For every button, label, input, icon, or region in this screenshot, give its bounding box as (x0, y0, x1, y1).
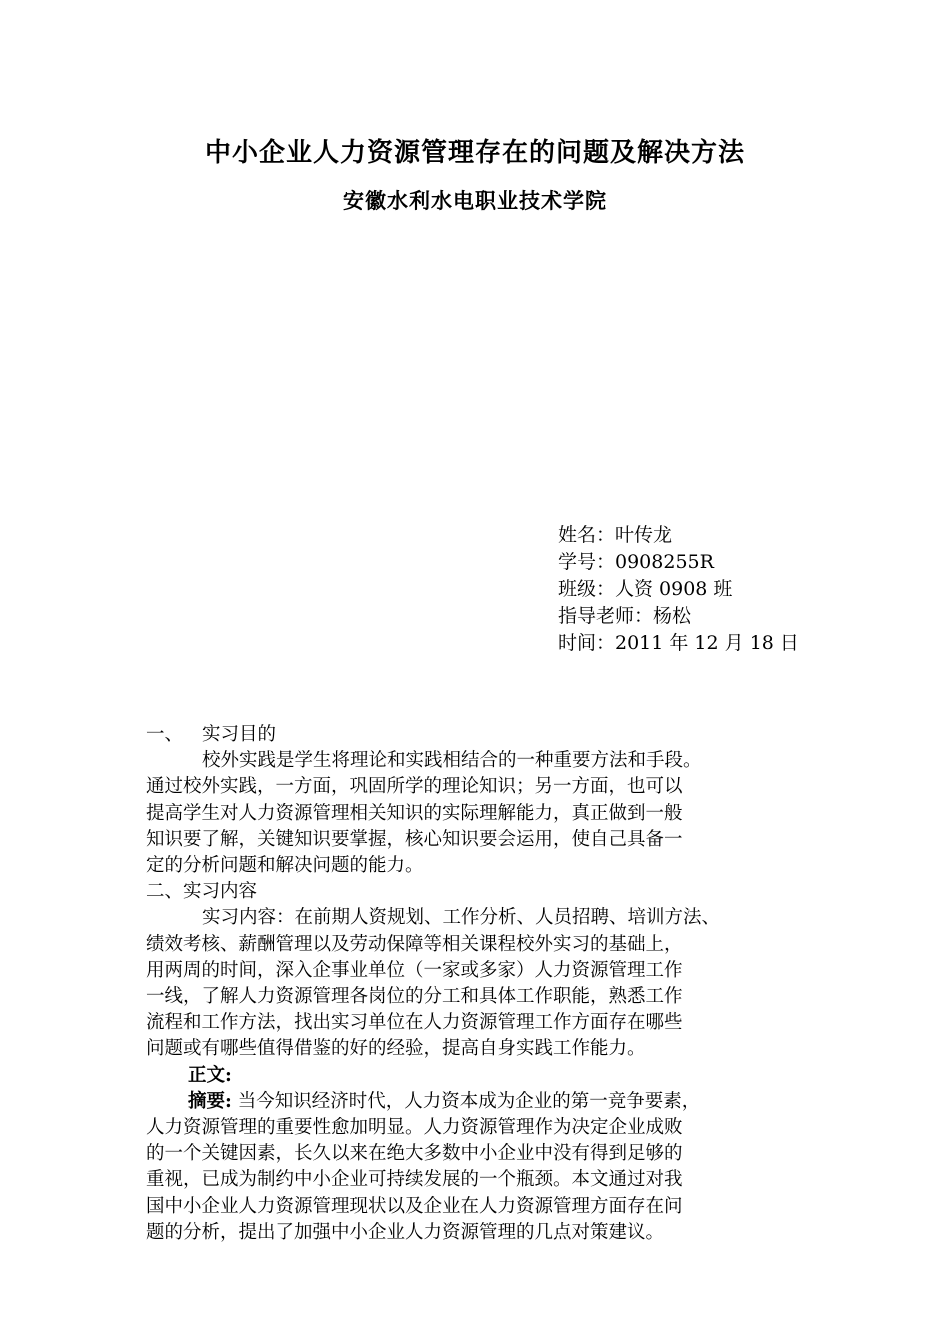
abstract-line: 重视，已成为制约中小企业可持续发展的一个瓶颈。本文通过对我 (146, 1169, 683, 1191)
abstract-first-line (146, 1089, 826, 1115)
paragraph-line: 通过校外实践，一方面，巩固所学的理论知识；另一方面，也可以 (146, 776, 683, 798)
section-heading-2: 二、实习内容 (146, 881, 258, 903)
abstract-line: 当今知识经济时代，人力资本成为企业的第一竞争要素， (237, 1090, 701, 1112)
abstract-line: 国中小企业人力资源管理现状以及企业在人力资源管理方面存在问 (146, 1195, 683, 1217)
section-heading-1 (146, 722, 826, 748)
paragraph-line: 实习内容：在前期人资规划、工作分析、人员招聘、培训方法、 (202, 907, 721, 929)
paragraph-line: 提高学生对人力资源管理相关知识的实际理解能力，真正做到一般 (146, 802, 683, 824)
paragraph-line: 一线，了解人力资源管理各岗位的分工和具体工作职能，熟悉工作 (146, 986, 683, 1008)
document-subtitle: 安徽水利水电职业技术学院 (343, 189, 607, 213)
paragraph-line: 绩效考核、薪酬管理以及劳动保障等相关课程校外实习的基础上， (146, 933, 683, 955)
abstract-line: 的一个关键因素，长久以来在绝大多数中小企业中没有得到足够的 (146, 1143, 683, 1165)
document-title: 中小企业人力资源管理存在的问题及解决方法 (204, 138, 745, 168)
author-name: 姓名：叶传龙 (558, 524, 673, 546)
paragraph-line: 用两周的时间，深入企事业单位（一家或多家）人力资源管理工作 (146, 959, 683, 981)
abstract-line: 题的分析，提出了加强中小企业人力资源管理的几点对策建议。 (146, 1221, 665, 1243)
author-info-block (558, 522, 799, 657)
section-number-1: 一、 (146, 724, 184, 745)
document-body (146, 722, 826, 1246)
report-date: 时间：2011 年 12 月 18 日 (558, 632, 799, 654)
paragraph-line: 知识要了解，关键知识要掌握，核心知识要会运用，使自己具备一 (146, 828, 683, 850)
section-title-1: 实习目的 (202, 724, 277, 745)
class-name: 班级：人资 0908 班 (558, 578, 733, 600)
abstract-line: 人力资源管理的重要性愈加明显。人力资源管理作为决定企业成败 (146, 1117, 683, 1139)
paragraph-line: 校外实践是学生将理论和实践相结合的一种重要方法和手段。 (202, 750, 702, 772)
student-id: 学号：0908255R (558, 551, 714, 573)
advisor-name: 指导老师：杨松 (558, 605, 692, 627)
paragraph-line: 问题或有哪些值得借鉴的好的经验，提高自身实践工作能力。 (146, 1038, 646, 1060)
abstract-label: 摘要: (188, 1090, 232, 1112)
main-text-label: 正文: (188, 1064, 232, 1086)
paragraph-line: 流程和工作方法，找出实习单位在人力资源管理工作方面存在哪些 (146, 1012, 683, 1034)
paragraph-line: 定的分析问题和解决问题的能力。 (146, 855, 424, 877)
